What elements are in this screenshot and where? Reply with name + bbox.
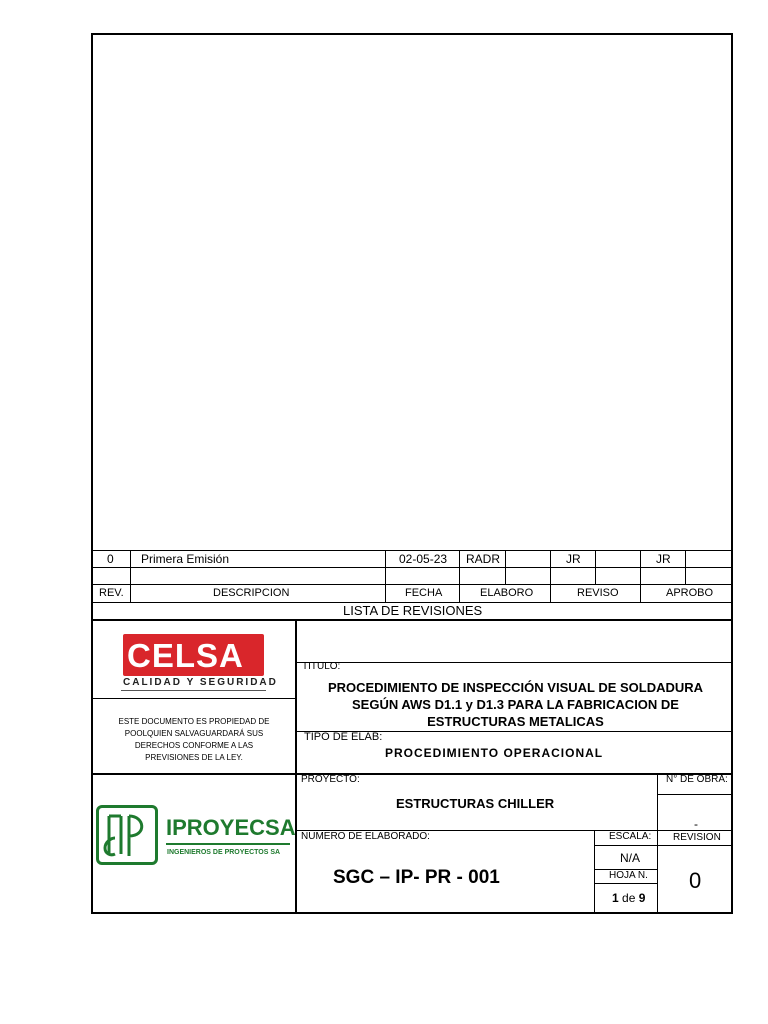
- title-block-line: [657, 774, 658, 914]
- celsa-tagline: CALIDAD Y SEGURIDAD: [123, 677, 278, 688]
- drawing-frame: [91, 33, 733, 914]
- rev-col-line: [595, 550, 596, 585]
- tipo-value: PROCEDIMIENTO OPERACIONAL: [385, 746, 604, 760]
- celsa-logo-text: CELSA: [127, 637, 244, 674]
- title-line: ESTRUCTURAS METALICAS: [427, 714, 604, 729]
- title-block-divider: [295, 620, 297, 914]
- notice-line: DERECHOS CONFORME A LAS: [134, 741, 254, 750]
- property-notice: [100, 716, 288, 764]
- header-descripcion: DESCRIPCION: [213, 587, 290, 599]
- rev-line: [92, 584, 733, 585]
- rev-line: [92, 567, 733, 568]
- revisions-caption: LISTA DE REVISIONES: [343, 603, 483, 618]
- escala-value: N/A: [620, 851, 641, 865]
- tagline-underline: [121, 690, 266, 691]
- revision-value: 0: [689, 868, 702, 893]
- rev-col-line: [505, 550, 506, 585]
- rev-aprobo: JR: [656, 552, 671, 566]
- numero-label: NUMERO DE ELABORADO:: [301, 831, 430, 842]
- rev-col-line: [640, 550, 641, 602]
- logo-underline: [166, 843, 290, 845]
- rev-line: [92, 550, 733, 551]
- revision-label: REVISION: [673, 832, 721, 843]
- rev-elaboro: RADR: [466, 552, 501, 566]
- rev-col-line: [550, 550, 551, 602]
- notice-line: POOLQUIEN SALVAGUARDARÁ SUS: [124, 729, 264, 738]
- rev-date: 02-05-23: [399, 552, 448, 566]
- hoja-value: [612, 892, 645, 904]
- document-number: SGC – IP- PR - 001: [333, 867, 500, 888]
- hoja-label: HOJA N.: [609, 870, 648, 881]
- iproyecsa-logo-text: IPROYECSA: [166, 815, 296, 840]
- rev-line: [92, 619, 733, 621]
- celsa-logo: [123, 634, 264, 676]
- title-line: SEGÚN AWS D1.1 y D1.3 PARA LA FABRICACION DE: [352, 697, 679, 712]
- header-aprobo: APROBO: [666, 587, 714, 599]
- title-block-line: [92, 773, 733, 775]
- rev-number: 0: [107, 552, 114, 566]
- title-block-line: [594, 845, 733, 846]
- header-rev: REV.: [99, 587, 124, 599]
- header-fecha: FECHA: [405, 587, 443, 599]
- proyecto-label: PROYECTO:: [301, 774, 360, 785]
- rev-col-line: [685, 550, 686, 585]
- title-line: PROCEDIMIENTO DE INSPECCIÓN VISUAL DE SOLDADURA: [327, 680, 704, 695]
- rev-reviso: JR: [566, 552, 581, 566]
- titulo-label: TITULO:: [302, 661, 341, 672]
- rev-description: Primera Emisión: [141, 552, 230, 566]
- hoja-current: 1: [612, 891, 619, 905]
- rev-col-line: [385, 550, 386, 602]
- iproyecsa-tagline: INGENIEROS DE PROYECTOS SA: [167, 849, 281, 856]
- title-block-line: [594, 831, 595, 914]
- rev-col-line: [130, 550, 131, 602]
- header-reviso: REVISO: [577, 587, 619, 599]
- title-block-line: [92, 698, 295, 699]
- rev-col-line: [459, 550, 460, 602]
- obra-label: N° DE OBRA:: [666, 774, 728, 785]
- notice-line: PREVISIONES DE LA LEY.: [145, 753, 243, 762]
- header-elaboro: ELABORO: [480, 587, 534, 599]
- hoja-total: 9: [638, 891, 646, 905]
- escala-label: ESCALA:: [609, 831, 652, 842]
- tipo-label: TIPO DE ELAB:: [304, 731, 383, 743]
- title-block-line: [594, 883, 657, 884]
- iproyecsa-logo-icon: [96, 805, 158, 865]
- title-block-line: [657, 794, 733, 795]
- notice-line: ESTE DOCUMENTO ES PROPIEDAD DE: [118, 717, 270, 726]
- proyecto-value: ESTRUCTURAS CHILLER: [396, 796, 555, 811]
- hoja-sep: de: [622, 891, 636, 905]
- title-block-line: [296, 662, 733, 663]
- obra-value: -: [694, 817, 698, 831]
- document-title: [298, 679, 733, 730]
